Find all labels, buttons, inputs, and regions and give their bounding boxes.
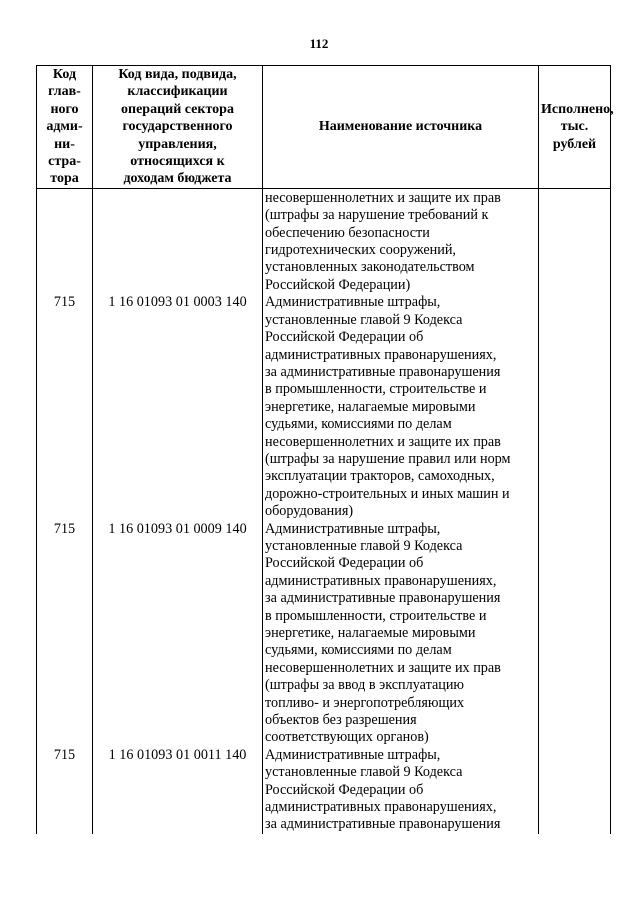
- source-name-line: (штрафы за ввод в эксплуатацию: [265, 677, 465, 694]
- header-line: относящихся к: [130, 154, 225, 170]
- source-name-line: Российской Федерации об: [265, 555, 424, 572]
- header-line: классификации: [127, 84, 228, 100]
- header-line: государственного: [122, 119, 233, 135]
- header-line: тора: [50, 171, 79, 187]
- source-name-line: объектов без разрешения: [265, 712, 417, 729]
- table-row: [37, 521, 611, 747]
- table-row: [37, 294, 611, 520]
- header-line: рублей: [552, 136, 597, 152]
- source-name-line: судьями, комиссиями по делам: [265, 642, 452, 659]
- source-name-line: (штрафы за нарушение требований к: [265, 207, 489, 224]
- classification-code-cell: 1 16 01093 01 0003 140: [93, 294, 263, 520]
- source-name-cell: [263, 521, 539, 747]
- table-row: [37, 747, 611, 834]
- source-name-line: установленные главой 9 Кодекса: [265, 311, 463, 328]
- page-number: 112: [309, 36, 329, 51]
- table-body: [37, 188, 611, 834]
- source-name-line: установленных законодательством: [265, 259, 475, 276]
- source-name-line: обеспечению безопасности: [265, 224, 430, 241]
- header-line: тыс.: [560, 119, 589, 135]
- source-name-line: в промышленности, строительстве и: [265, 381, 487, 398]
- header-line: операций сектора: [121, 101, 234, 117]
- source-name-line: судьями, комиссиями по делам: [265, 416, 452, 433]
- classification-code-cell: 1 16 01093 01 0009 140: [93, 521, 263, 747]
- source-name-line: Российской Федерации об: [265, 329, 424, 346]
- header-line: доходам бюджета: [123, 171, 232, 187]
- classification-code-cell: 1 16 01093 01 0011 140: [93, 747, 263, 834]
- header-line: Код вида, подвида,: [118, 67, 237, 82]
- header-source-name: [263, 66, 539, 189]
- source-name-line: оборудования): [265, 503, 354, 520]
- source-name-line: за административные правонарушения: [265, 363, 501, 380]
- admin-code-cell: [37, 188, 93, 294]
- source-name-line: административных правонарушениях,: [265, 799, 497, 816]
- header-line: Код: [52, 67, 77, 82]
- source-name-line: административных правонарушениях,: [265, 346, 497, 363]
- source-name-cell: [263, 294, 539, 520]
- header-admin-code: [37, 66, 93, 189]
- header-line: ни-: [54, 136, 75, 152]
- source-name-line: Российской Федерации): [265, 276, 411, 293]
- header-line: адми-: [46, 119, 83, 135]
- source-name-line: Российской Федерации об: [265, 781, 424, 798]
- admin-code-cell: 715: [37, 521, 93, 747]
- admin-code-cell: 715: [37, 747, 93, 834]
- source-name-line: энергетике, налагаемые мировыми: [265, 625, 476, 641]
- source-name-cell: [263, 188, 539, 294]
- source-name-cell: [263, 747, 539, 834]
- source-name-line: дорожно-строительных и иных машин и: [265, 485, 510, 502]
- header-line: Исполнено,: [541, 101, 614, 117]
- source-name-line: за административные правонарушения: [265, 816, 501, 833]
- executed-amount-cell: [539, 521, 611, 747]
- source-name-line: топливо- и энергопотребляющих: [265, 694, 465, 711]
- header-executed: [539, 66, 614, 189]
- source-name-line: административных правонарушениях,: [265, 572, 497, 589]
- source-name-line: несовершеннолетних и защите их прав: [265, 433, 501, 450]
- header-line: ного: [50, 101, 79, 117]
- executed-amount-cell: [539, 188, 611, 294]
- table-row: [37, 188, 611, 294]
- header-line: Наименование источника: [318, 119, 483, 135]
- executed-amount-cell: [539, 294, 611, 520]
- source-name-line: Административные штрафы,: [265, 520, 441, 537]
- admin-code-cell: 715: [37, 294, 93, 520]
- source-name-line: несовершеннолетних и защите их прав: [265, 659, 501, 676]
- header-line: глав-: [48, 84, 81, 100]
- source-name-line: установленные главой 9 Кодекса: [265, 764, 463, 781]
- header-line: управления,: [138, 136, 217, 152]
- source-name-line: (штрафы за нарушение правил или норм: [265, 450, 511, 467]
- table-header-row: [37, 66, 611, 189]
- source-name-line: несовершеннолетних и защите их прав: [265, 189, 501, 206]
- source-name-line: энергетике, налагаемые мировыми: [265, 398, 476, 415]
- source-name-line: в промышленности, строительстве и: [265, 607, 487, 624]
- source-name-line: эксплуатации тракторов, самоходных,: [265, 468, 495, 485]
- source-name-line: установленные главой 9 Кодекса: [265, 537, 463, 554]
- source-name-line: соответствующих органов): [265, 729, 429, 746]
- executed-amount-cell: [539, 747, 611, 834]
- header-classification-code: [93, 66, 263, 189]
- source-name-line: гидротехнических сооружений,: [265, 242, 456, 259]
- source-name-line: Административные штрафы,: [265, 294, 441, 311]
- source-name-line: за административные правонарушения: [265, 590, 501, 607]
- header-line: стра-: [48, 154, 81, 170]
- revenue-sources-table: [36, 65, 614, 834]
- source-name-line: Административные штрафы,: [265, 746, 441, 763]
- classification-code-cell: [93, 188, 263, 294]
